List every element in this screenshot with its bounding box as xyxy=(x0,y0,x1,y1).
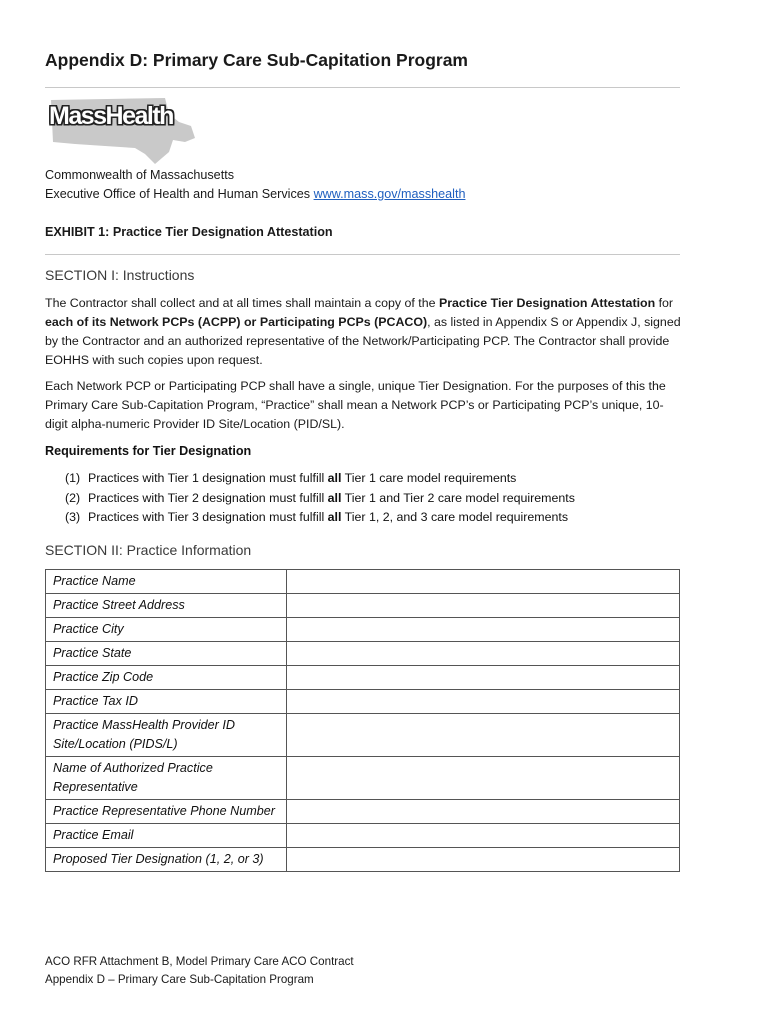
row-value-field[interactable] xyxy=(286,690,679,714)
table-row xyxy=(46,848,680,872)
row-value-field[interactable] xyxy=(286,848,679,872)
masshealth-link[interactable]: www.mass.gov/masshealth xyxy=(313,187,466,201)
masshealth-logo xyxy=(45,96,205,168)
row-value-field[interactable] xyxy=(286,642,679,666)
requirements-list xyxy=(65,469,575,528)
req-text-a: Practices with Tier 2 designation must fulfill xyxy=(88,490,328,505)
row-value-field[interactable] xyxy=(286,618,679,642)
req-text-b: all xyxy=(327,510,342,524)
row-value-field[interactable] xyxy=(286,666,679,690)
row-value-field[interactable] xyxy=(286,570,679,594)
p1-text-e: , as listed in Appendix S or Appendix J, signed by the Contractor and an authorized representative of the Network/Participating PCP. The Contractor shall provide EOHHS with such copies upon request. xyxy=(45,315,681,367)
table-row xyxy=(46,690,680,714)
page-footer xyxy=(45,953,354,989)
row-label: Practice Representative Phone Number xyxy=(46,800,287,824)
req-text-a: Practices with Tier 3 designation must fulfill xyxy=(88,510,328,524)
agency-name: Executive Office of Health and Human Services xyxy=(45,187,314,201)
row-label: Practice Tax ID xyxy=(46,690,287,714)
logo-text: MassHealth xyxy=(49,102,173,130)
req-text-c: Tier 1, 2, and 3 care model requirements xyxy=(341,510,569,524)
row-value-field[interactable] xyxy=(286,824,679,848)
list-number: (3) xyxy=(65,510,81,524)
list-item xyxy=(65,508,575,528)
instructions-paragraph-1 xyxy=(45,294,685,370)
list-item xyxy=(65,489,575,509)
p1-text-d: each of its Network PCPs (ACPP) or Participating PCPs (PCACO) xyxy=(45,315,428,329)
footer-line-2: Appendix D – Primary Care Sub-Capitation Program xyxy=(45,973,314,986)
agency-line-1: Commonwealth of Massachusetts xyxy=(45,168,234,182)
row-value-field[interactable] xyxy=(286,757,679,800)
table-row xyxy=(46,642,680,666)
agency-line-2 xyxy=(45,187,465,201)
exhibit-title: EXHIBIT 1: Practice Tier Designation Attestation xyxy=(45,225,333,239)
list-item xyxy=(65,469,575,489)
section-1-heading: SECTION I: Instructions xyxy=(45,267,195,283)
req-text-b: all xyxy=(327,490,342,505)
row-label: Practice Zip Code xyxy=(46,666,287,690)
practice-info-table xyxy=(45,569,680,872)
row-value-field[interactable] xyxy=(286,714,679,757)
row-label: Practice Street Address xyxy=(46,594,287,618)
section-2-heading: SECTION II: Practice Information xyxy=(45,542,252,558)
requirements-title: Requirements for Tier Designation xyxy=(45,444,252,458)
title-divider xyxy=(45,87,680,88)
table-row xyxy=(46,666,680,690)
table-row xyxy=(46,824,680,848)
req-text-c: Tier 1 care model requirements xyxy=(341,471,517,485)
row-label: Proposed Tier Designation (1, 2, or 3) xyxy=(46,848,287,872)
req-text-c: Tier 1 and Tier 2 care model requirements xyxy=(341,490,575,505)
req-text-b: all xyxy=(327,471,342,485)
page-title: Appendix D: Primary Care Sub-Capitation Program xyxy=(45,50,468,70)
footer-line-1: ACO RFR Attachment B, Model Primary Care ACO Contract xyxy=(45,955,354,968)
p1-text-a: The Contractor shall collect and at all times shall maintain a copy of the xyxy=(45,296,439,310)
exhibit-divider xyxy=(45,254,680,255)
row-label: Practice MassHealth Provider ID Site/Location (PIDS/L) xyxy=(46,714,287,757)
table-row xyxy=(46,618,680,642)
instructions-paragraph-2: Each Network PCP or Participating PCP shall have a single, unique Tier Designation. For the purposes of this the Primary Care Sub-Capitation Program, “Practice” shall mean a Network PCP’s or Participating PCP’s unique, 10-digit alpha-numeric Provider ID Site/Location (PID/SL). xyxy=(45,379,666,431)
list-number: (2) xyxy=(65,490,81,505)
row-label: Practice Email xyxy=(46,824,287,848)
table-row xyxy=(46,594,680,618)
table-row xyxy=(46,800,680,824)
req-text-a: Practices with Tier 1 designation must fulfill xyxy=(88,471,328,485)
row-label: Name of Authorized Practice Representative xyxy=(46,757,287,800)
p1-text-b: Practice Tier Designation Attestation xyxy=(438,296,656,310)
table-row xyxy=(46,757,680,800)
row-label: Practice Name xyxy=(46,570,287,594)
p1-text-c: for xyxy=(655,296,674,310)
row-value-field[interactable] xyxy=(286,800,679,824)
table-row xyxy=(46,714,680,757)
row-label: Practice State xyxy=(46,642,287,666)
list-number: (1) xyxy=(65,471,81,485)
row-value-field[interactable] xyxy=(286,594,679,618)
table-row xyxy=(46,570,680,594)
row-label: Practice City xyxy=(46,618,287,642)
